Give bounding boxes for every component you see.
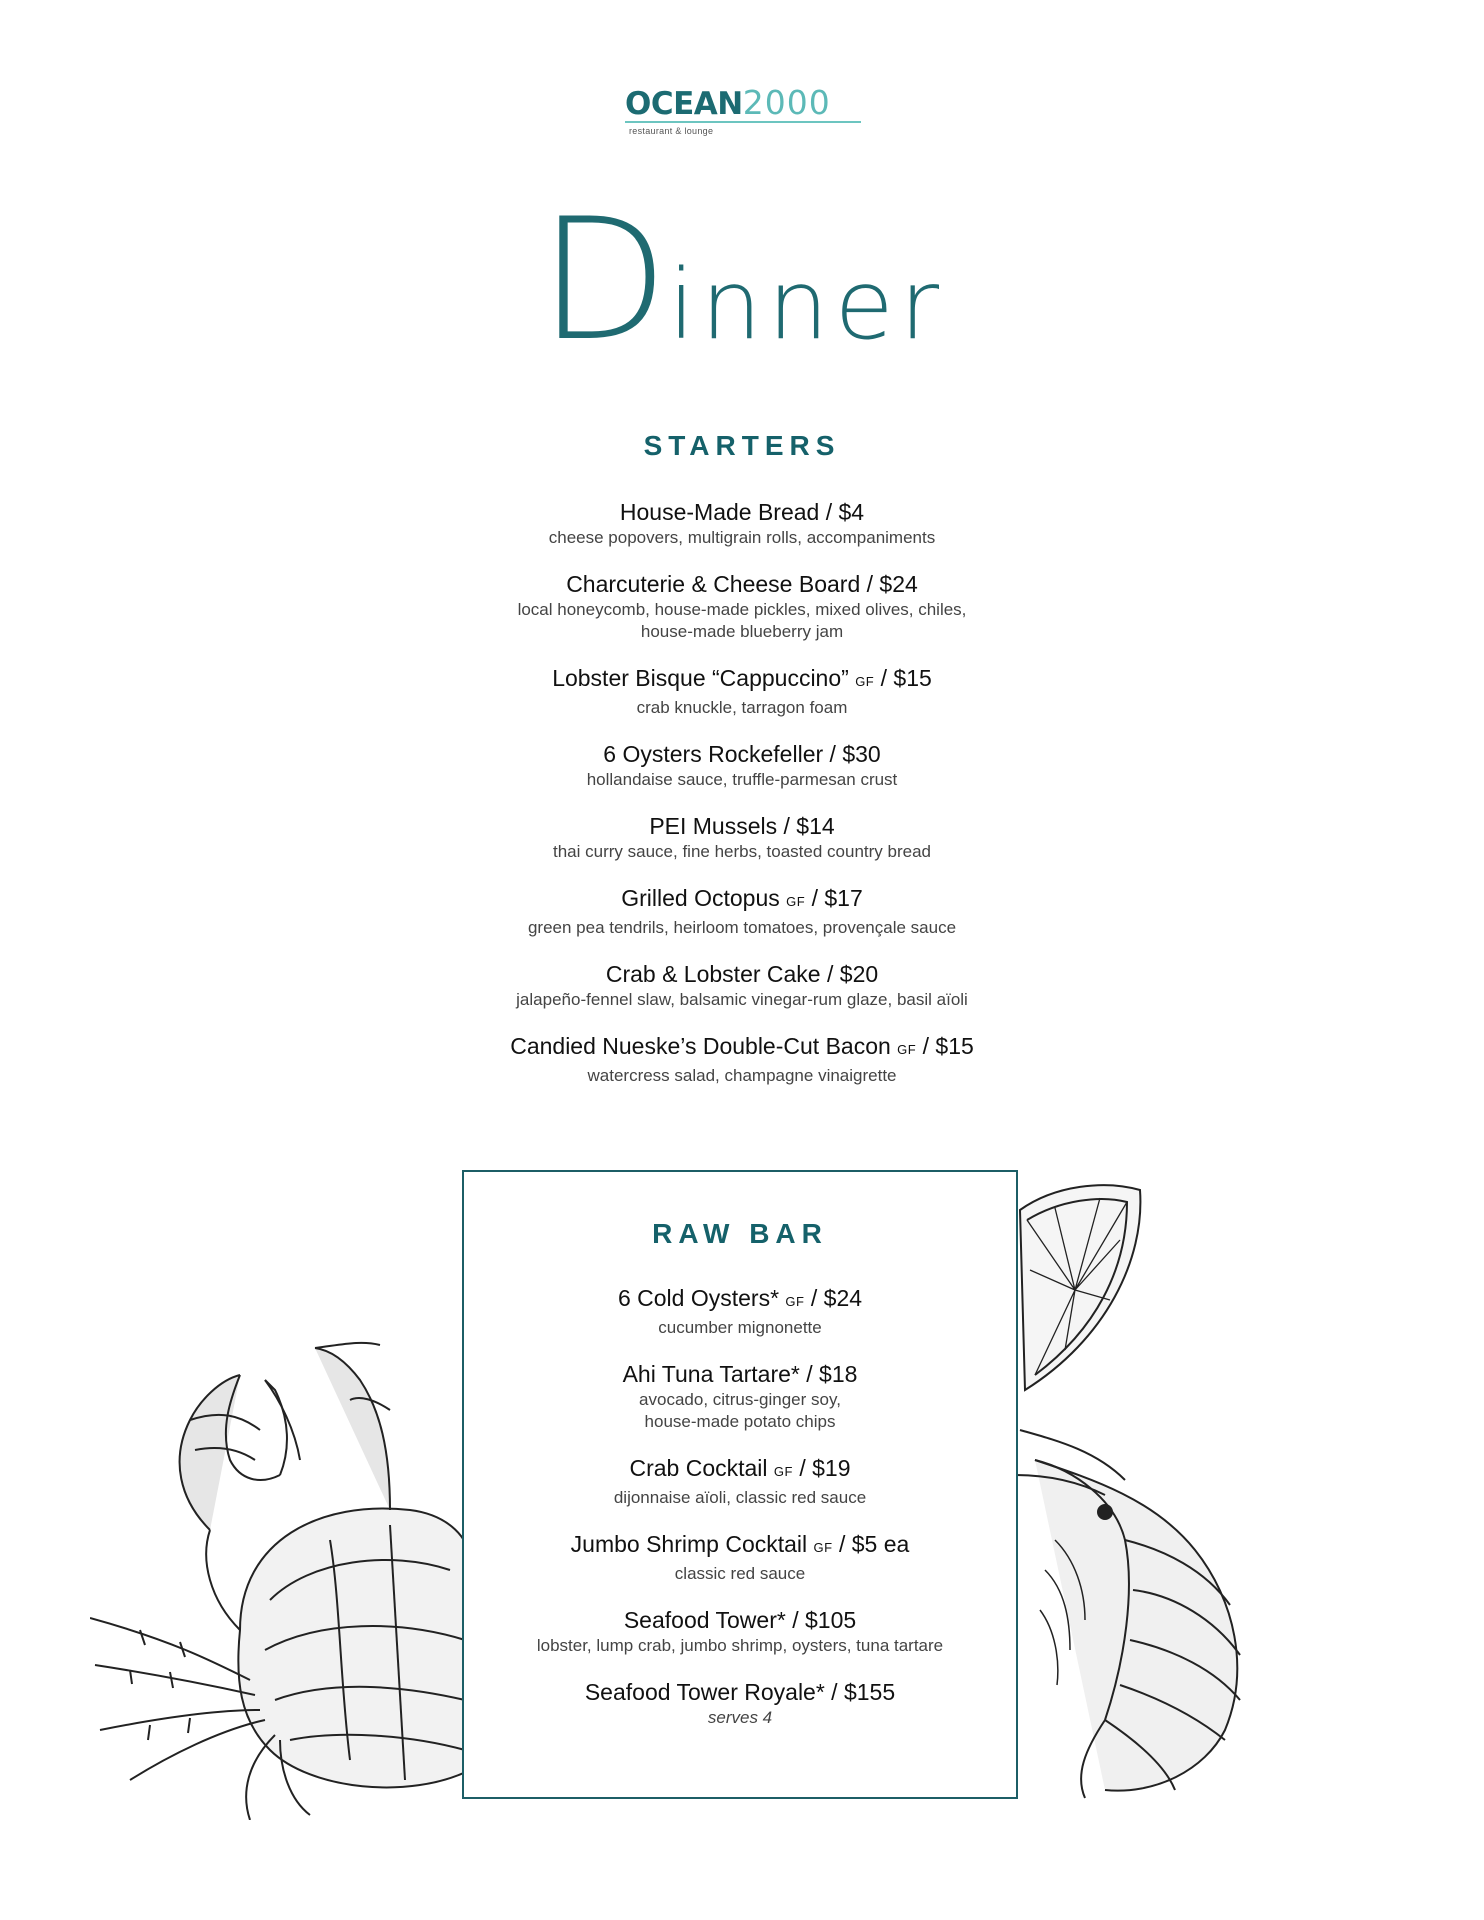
menu-item xyxy=(442,959,1042,1011)
menu-item-description: cheese popovers, multigrain rolls, accompaniments xyxy=(548,528,936,547)
menu-item-description: watercress salad, champagne vinaigrette xyxy=(587,1066,897,1085)
menu-item-description: lobster, lump crab, jumbo shrimp, oysters, tuna tartare xyxy=(536,1636,944,1655)
title-initial: D xyxy=(538,182,669,378)
menu-item xyxy=(442,811,1042,863)
gluten-free-badge: GF xyxy=(786,894,806,909)
menu-item-name: Jumbo Shrimp Cocktail xyxy=(570,1531,808,1557)
menu-item-price: / $18 xyxy=(799,1361,858,1387)
menu-item-price: / $14 xyxy=(777,813,835,839)
menu-item-title xyxy=(462,1605,1018,1635)
menu-item xyxy=(462,1605,1018,1657)
logo-tagline: restaurant & lounge xyxy=(629,126,714,136)
menu-item-price: / $15 xyxy=(916,1033,974,1059)
menu-item-name: Crab Cocktail xyxy=(629,1455,768,1481)
menu-item-description: house-made blueberry jam xyxy=(640,622,844,641)
menu-item-title xyxy=(442,663,1042,697)
menu-item-title xyxy=(442,739,1042,769)
menu-item-price: / $4 xyxy=(819,499,865,525)
menu-item-description: classic red sauce xyxy=(674,1564,806,1583)
logo-wordmark-bold: OCEAN xyxy=(625,86,743,122)
gluten-free-badge: GF xyxy=(855,674,875,689)
menu-item-price: / $24 xyxy=(804,1285,863,1311)
menu-item xyxy=(442,663,1042,719)
menu-item-price: / $19 xyxy=(792,1455,851,1481)
page-title xyxy=(0,182,1484,378)
menu-item-name: PEI Mussels xyxy=(649,813,778,839)
logo-wordmark-thin: 2000 xyxy=(742,83,831,122)
menu-item-description: thai curry sauce, fine herbs, toasted country bread xyxy=(553,842,931,861)
menu-item xyxy=(462,1283,1018,1339)
menu-item-price: / $5 ea xyxy=(832,1531,910,1557)
menu-item-title xyxy=(442,959,1042,989)
menu-item-name: Grilled Octopus xyxy=(621,885,780,911)
menu-item-description: crab knuckle, tarragon foam xyxy=(636,698,848,717)
raw-bar-list xyxy=(462,1283,1018,1749)
menu-item-name: Candied Nueske’s Double-Cut Bacon xyxy=(510,1033,891,1059)
menu-item-description: local honeycomb, house-made pickles, mixed olives, chiles, xyxy=(517,600,967,619)
menu-item-price: / $20 xyxy=(820,961,879,987)
menu-item xyxy=(462,1529,1018,1585)
menu-item xyxy=(462,1677,1018,1729)
menu-item-title xyxy=(462,1283,1018,1317)
raw-bar-heading: RAW BAR xyxy=(652,1218,828,1249)
menu-item-name: Seafood Tower* xyxy=(623,1607,786,1633)
menu-item-price: / $15 xyxy=(874,665,932,691)
menu-item-title xyxy=(442,811,1042,841)
menu-item-name: Crab & Lobster Cake xyxy=(605,961,821,987)
menu-item-name: Ahi Tuna Tartare* xyxy=(622,1361,800,1387)
menu-item xyxy=(442,739,1042,791)
menu-item-description: house-made potato chips xyxy=(644,1412,836,1431)
title-rest: inner xyxy=(668,249,946,361)
menu-item xyxy=(442,497,1042,549)
menu-item-title xyxy=(442,569,1042,599)
menu-item-description: green pea tendrils, heirloom tomatoes, provençale sauce xyxy=(527,918,957,937)
lemon-wedge-illustration-icon xyxy=(1015,1180,1145,1400)
menu-item xyxy=(442,569,1042,643)
menu-item-description: hollandaise sauce, truffle-parmesan crust xyxy=(586,770,898,789)
menu-item-name: Lobster Bisque “Cappuccino” xyxy=(552,665,849,691)
menu-item-title xyxy=(442,1031,1042,1065)
menu-item-title xyxy=(462,1359,1018,1389)
menu-item-price: / $155 xyxy=(824,1679,896,1705)
menu-item-description: dijonnaise aïoli, classic red sauce xyxy=(613,1488,867,1507)
menu-item-title xyxy=(462,1529,1018,1563)
menu-item-description: cucumber mignonette xyxy=(658,1318,822,1337)
menu-item-name: 6 Oysters Rockefeller xyxy=(603,741,824,767)
menu-item-title xyxy=(462,1453,1018,1487)
menu-item xyxy=(442,1031,1042,1087)
menu-item-title xyxy=(442,883,1042,917)
menu-item xyxy=(462,1453,1018,1509)
menu-item-price: / $105 xyxy=(785,1607,857,1633)
crab-illustration-icon xyxy=(90,1300,470,1820)
menu-item xyxy=(442,883,1042,939)
gluten-free-badge: GF xyxy=(897,1042,917,1057)
menu-item-name: Seafood Tower Royale* xyxy=(584,1679,825,1705)
shrimp-illustration-icon xyxy=(1015,1420,1255,1800)
starters-list xyxy=(442,497,1042,1107)
gluten-free-badge: GF xyxy=(773,1464,793,1479)
menu-item-title xyxy=(462,1677,1018,1707)
menu-item-price: / $24 xyxy=(860,571,918,597)
menu-item-name: House-Made Bread xyxy=(619,499,820,525)
restaurant-logo xyxy=(625,83,865,136)
menu-item-description: serves 4 xyxy=(707,1708,773,1727)
menu-item-title xyxy=(442,497,1042,527)
menu-item-name: 6 Cold Oysters* xyxy=(617,1285,780,1311)
gluten-free-badge: GF xyxy=(813,1540,833,1555)
menu-item-price: / $17 xyxy=(805,885,863,911)
menu-item-name: Charcuterie & Cheese Board xyxy=(566,571,861,597)
gluten-free-badge: GF xyxy=(785,1294,805,1309)
menu-item-description: avocado, citrus-ginger soy, xyxy=(639,1390,841,1409)
menu-item xyxy=(462,1359,1018,1433)
menu-item-price: / $30 xyxy=(823,741,881,767)
menu-item-description: jalapeño-fennel slaw, balsamic vinegar-rum glaze, basil aïoli xyxy=(516,990,968,1009)
starters-heading: STARTERS xyxy=(643,430,841,461)
